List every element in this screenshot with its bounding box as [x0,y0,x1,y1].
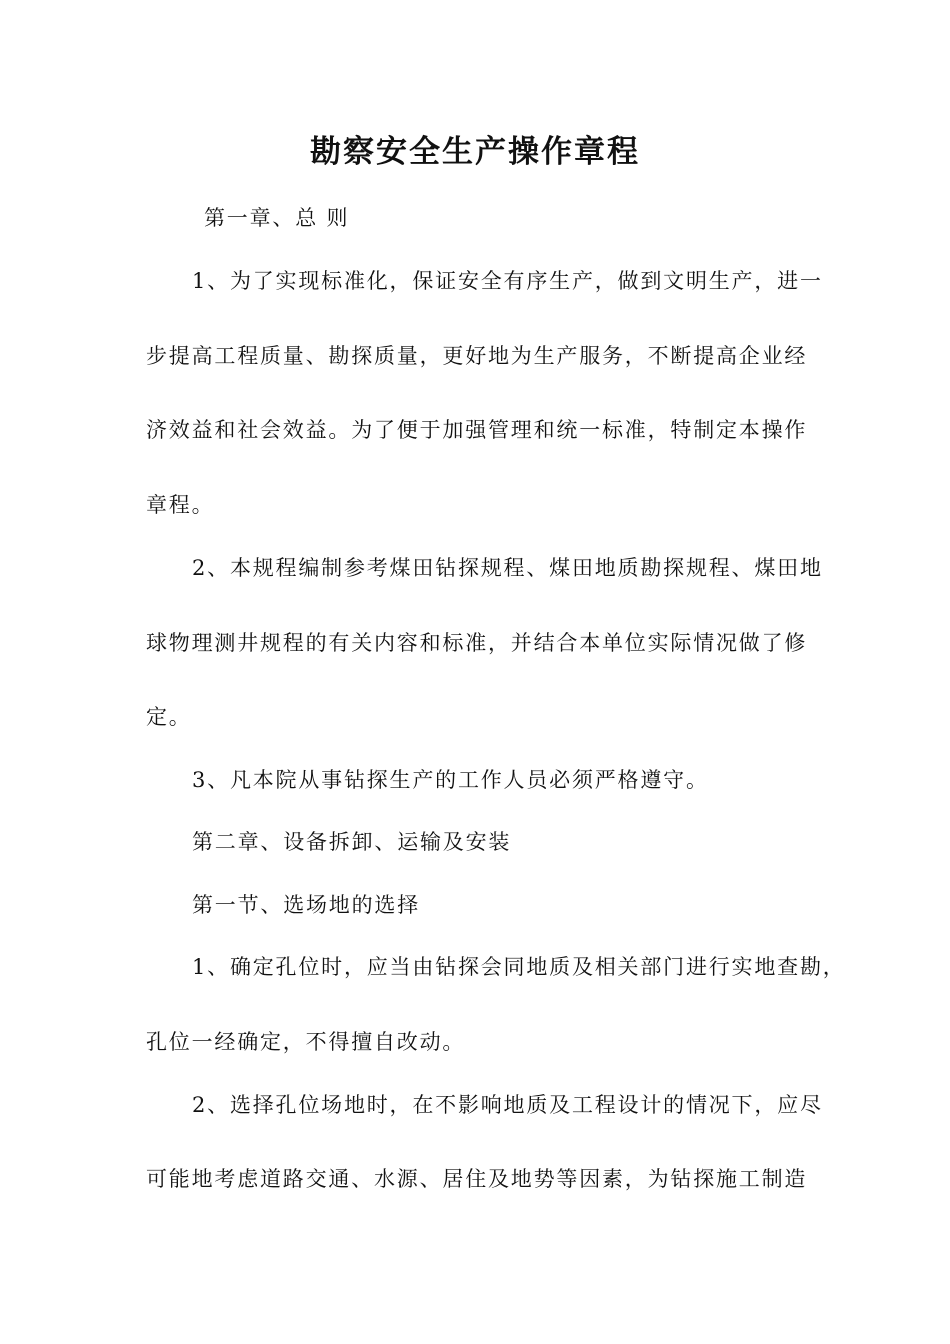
paragraph-line: 1、为了实现标准化，保证安全有序生产，做到文明生产，进一 [192,269,823,293]
document-title: 勘察安全生产操作章程 [310,134,640,170]
paragraph-line: 定。 [146,705,192,729]
paragraph-line: 2、本规程编制参考煤田钻探规程、煤田地质勘探规程、煤田地 [192,556,823,580]
paragraph-line: 2、选择孔位场地时，在不影响地质及工程设计的情况下，应尽 [192,1093,823,1117]
paragraph-line: 章程。 [146,493,215,517]
paragraph-line: 3、凡本院从事钻探生产的工作人员必须严格遵守。 [192,768,709,792]
paragraph-line: 球物理测井规程的有关内容和标准，并结合本单位实际情况做了修 [146,631,808,655]
paragraph-line: 1、确定孔位时，应当由钻探会同地质及相关部门进行实地查勘， [192,955,846,979]
chapter-2-heading: 第二章、设备拆卸、运输及安装 [192,830,512,854]
paragraph-line: 济效益和社会效益。为了便于加强管理和统一标准，特制定本操作 [146,418,808,442]
chapter-1-heading: 第一章、总 则 [204,206,350,230]
paragraph-line: 步提高工程质量、勘探质量，更好地为生产服务，不断提高企业经 [146,344,808,368]
section-1-heading: 第一节、选场地的选择 [192,893,420,917]
paragraph-line: 孔位一经确定，不得擅自改动。 [146,1030,466,1054]
paragraph-line: 可能地考虑道路交通、水源、居住及地势等因素，为钻探施工制造 [146,1167,808,1191]
